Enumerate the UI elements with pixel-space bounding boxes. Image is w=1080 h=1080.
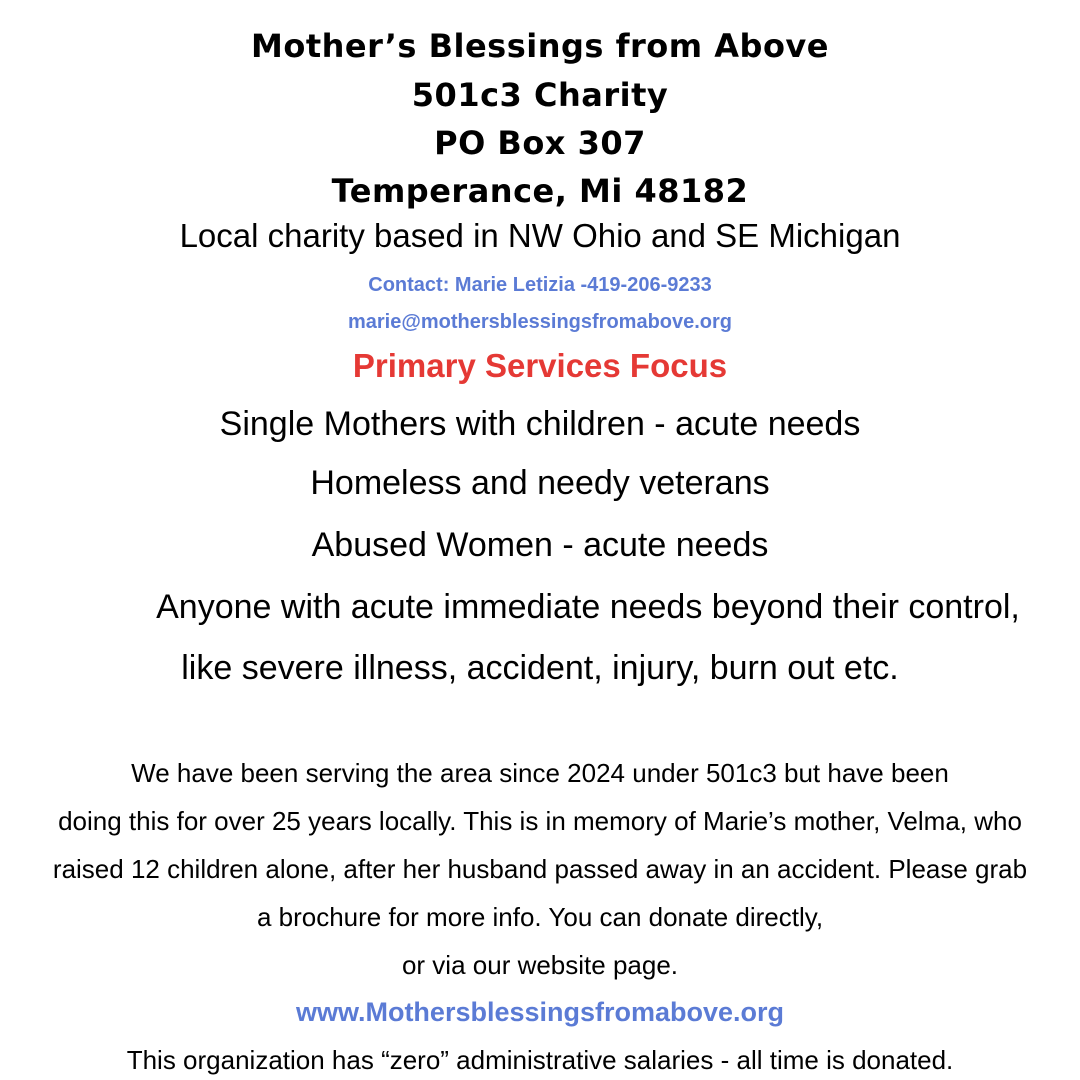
service-item-acute-needs-continued: like severe illness, accident, injury, burn out etc. (181, 649, 899, 687)
service-item-single-mothers: Single Mothers with children - acute needs (219, 405, 861, 443)
address-heading: Temperance, Mi 48182 (331, 172, 749, 210)
service-item-abused-women: Abused Women - acute needs (311, 526, 769, 564)
contact-email-link[interactable]: marie@mothersblessingsfromabove.org (347, 311, 733, 333)
service-item-veterans: Homeless and needy veterans (310, 464, 770, 502)
about-line-1: We have been serving the area since 2024 under 501c3 but have been (131, 758, 949, 788)
website-link[interactable]: www.Mothersblessingsfromabove.org (295, 997, 785, 1027)
po-box-heading: PO Box 307 (434, 124, 646, 162)
services-title: Primary Services Focus (352, 347, 728, 384)
org-type-heading: 501c3 Charity (411, 76, 669, 114)
about-line-5: or via our website page. (401, 950, 679, 980)
service-item-acute-needs: Anyone with acute immediate needs beyond their control, (156, 588, 1020, 626)
about-line-3: raised 12 children alone, after her husband passed away in an accident. Please grab (52, 854, 1028, 884)
about-line-2: doing this for over 25 years locally. This is in memory of Marie’s mother, Velma, who (58, 806, 1022, 836)
org-name-heading: Mother’s Blessings from Above (251, 27, 829, 65)
footer-note: This organization has “zero” administrative salaries - all time is donated. (126, 1045, 954, 1075)
tagline: Local charity based in NW Ohio and SE Michigan (179, 217, 901, 254)
about-line-4: a brochure for more info. You can donate directly, (256, 902, 824, 932)
contact-phone: Contact: Marie Letizia -419-206-9233 (368, 274, 712, 296)
